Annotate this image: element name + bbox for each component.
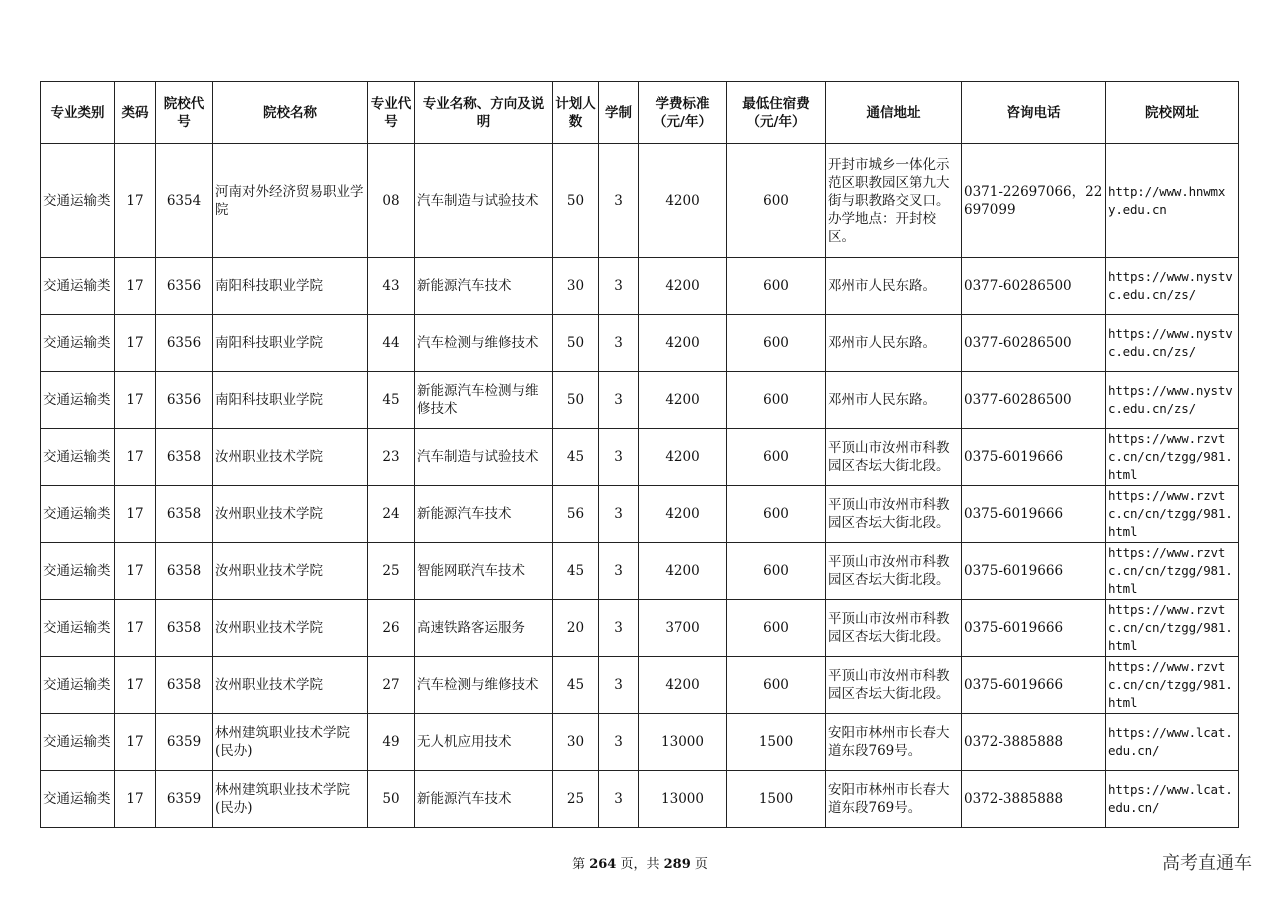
cell-tuition: 4200 — [639, 429, 727, 486]
cell-website[interactable]: http://www.hnwmxy.edu.cn — [1106, 144, 1239, 258]
cell-class-code: 17 — [115, 657, 156, 714]
cell-category: 交通运输类 — [41, 486, 115, 543]
cell-phone: 0377-60286500 — [962, 372, 1106, 429]
cell-lodging: 600 — [727, 372, 826, 429]
cell-phone: 0372-3885888 — [962, 771, 1106, 828]
cell-address: 邓州市人民东路。 — [826, 258, 962, 315]
cell-years: 3 — [599, 657, 639, 714]
cell-plan: 20 — [553, 600, 599, 657]
cell-tuition: 4200 — [639, 372, 727, 429]
footer-middle: 页，共 — [616, 857, 664, 872]
cell-major-name: 无人机应用技术 — [415, 714, 553, 771]
cell-plan: 56 — [553, 486, 599, 543]
cell-school-name: 南阳科技职业学院 — [213, 258, 368, 315]
cell-tuition: 13000 — [639, 714, 727, 771]
cell-phone: 0375-6019666 — [962, 486, 1106, 543]
cell-address: 开封市城乡一体化示范区职教园区第九大街与职教路交叉口。办学地点：开封校区。 — [826, 144, 962, 258]
cell-lodging: 600 — [727, 429, 826, 486]
cell-tuition: 4200 — [639, 315, 727, 372]
cell-website[interactable]: https://www.rzvtc.cn/cn/tzgg/981.html — [1106, 600, 1239, 657]
cell-category: 交通运输类 — [41, 771, 115, 828]
header-website: 院校网址 — [1106, 82, 1239, 144]
cell-plan: 50 — [553, 144, 599, 258]
cell-class-code: 17 — [115, 258, 156, 315]
cell-tuition: 4200 — [639, 486, 727, 543]
cell-phone: 0375-6019666 — [962, 657, 1106, 714]
cell-tuition: 4200 — [639, 144, 727, 258]
cell-school-name: 汝州职业技术学院 — [213, 600, 368, 657]
cell-school-name: 南阳科技职业学院 — [213, 315, 368, 372]
footer-page-number: 264 — [589, 857, 617, 872]
brand-label: 高考直通车 — [1162, 853, 1252, 874]
cell-major-name: 智能网联汽车技术 — [415, 543, 553, 600]
header-lodging: 最低住宿费（元/年） — [727, 82, 826, 144]
table-row — [41, 771, 1239, 828]
table-row — [41, 315, 1239, 372]
cell-school-name: 林州建筑职业技术学院(民办) — [213, 714, 368, 771]
cell-address: 安阳市林州市长春大道东段769号。 — [826, 771, 962, 828]
cell-major-code: 23 — [368, 429, 415, 486]
cell-major-code: 43 — [368, 258, 415, 315]
cell-class-code: 17 — [115, 771, 156, 828]
cell-major-name: 汽车制造与试验技术 — [415, 429, 553, 486]
cell-class-code: 17 — [115, 315, 156, 372]
footer-suffix: 页 — [690, 857, 708, 872]
table-row — [41, 714, 1239, 771]
cell-lodging: 600 — [727, 258, 826, 315]
cell-years: 3 — [599, 771, 639, 828]
cell-website[interactable]: https://www.nystvc.edu.cn/zs/ — [1106, 372, 1239, 429]
cell-lodging: 600 — [727, 657, 826, 714]
table-row — [41, 486, 1239, 543]
header-class-code: 类码 — [115, 82, 156, 144]
cell-class-code: 17 — [115, 144, 156, 258]
table-row — [41, 258, 1239, 315]
table-row — [41, 372, 1239, 429]
page-footer — [0, 853, 1280, 872]
header-school-name: 院校名称 — [213, 82, 368, 144]
cell-lodging: 1500 — [727, 771, 826, 828]
cell-lodging: 600 — [727, 600, 826, 657]
cell-class-code: 17 — [115, 714, 156, 771]
cell-category: 交通运输类 — [41, 258, 115, 315]
cell-plan: 45 — [553, 657, 599, 714]
cell-website[interactable]: https://www.rzvtc.cn/cn/tzgg/981.html — [1106, 543, 1239, 600]
cell-website[interactable]: https://www.rzvtc.cn/cn/tzgg/981.html — [1106, 429, 1239, 486]
cell-category: 交通运输类 — [41, 144, 115, 258]
cell-plan: 45 — [553, 429, 599, 486]
cell-class-code: 17 — [115, 543, 156, 600]
cell-category: 交通运输类 — [41, 600, 115, 657]
cell-major-code: 45 — [368, 372, 415, 429]
cell-school-code: 6356 — [156, 372, 213, 429]
header-major-name: 专业名称、方向及说明 — [415, 82, 553, 144]
cell-category: 交通运输类 — [41, 657, 115, 714]
cell-tuition: 4200 — [639, 657, 727, 714]
table-row — [41, 543, 1239, 600]
cell-school-code: 6356 — [156, 315, 213, 372]
cell-lodging: 1500 — [727, 714, 826, 771]
cell-website[interactable]: https://www.nystvc.edu.cn/zs/ — [1106, 315, 1239, 372]
cell-address: 平顶山市汝州市科教园区杏坛大街北段。 — [826, 543, 962, 600]
cell-major-name: 新能源汽车技术 — [415, 771, 553, 828]
cell-tuition: 3700 — [639, 600, 727, 657]
cell-phone: 0375-6019666 — [962, 600, 1106, 657]
cell-address: 邓州市人民东路。 — [826, 372, 962, 429]
header-tuition: 学费标准（元/年） — [639, 82, 727, 144]
cell-school-name: 林州建筑职业技术学院(民办) — [213, 771, 368, 828]
header-row — [41, 82, 1239, 144]
cell-address: 平顶山市汝州市科教园区杏坛大街北段。 — [826, 486, 962, 543]
cell-school-code: 6358 — [156, 486, 213, 543]
cell-phone: 0375-6019666 — [962, 543, 1106, 600]
header-address: 通信地址 — [826, 82, 962, 144]
footer-page-total: 289 — [663, 857, 691, 872]
cell-years: 3 — [599, 486, 639, 543]
cell-school-code: 6358 — [156, 600, 213, 657]
cell-category: 交通运输类 — [41, 315, 115, 372]
cell-school-name: 汝州职业技术学院 — [213, 657, 368, 714]
header-school-code: 院校代号 — [156, 82, 213, 144]
cell-tuition: 4200 — [639, 543, 727, 600]
cell-major-code: 26 — [368, 600, 415, 657]
header-years: 学制 — [599, 82, 639, 144]
cell-major-name: 新能源汽车技术 — [415, 258, 553, 315]
header-plan: 计划人数 — [553, 82, 599, 144]
cell-address: 平顶山市汝州市科教园区杏坛大街北段。 — [826, 429, 962, 486]
cell-tuition: 13000 — [639, 771, 727, 828]
cell-lodging: 600 — [727, 543, 826, 600]
cell-plan: 25 — [553, 771, 599, 828]
cell-lodging: 600 — [727, 486, 826, 543]
cell-major-code: 50 — [368, 771, 415, 828]
cell-years: 3 — [599, 144, 639, 258]
cell-category: 交通运输类 — [41, 714, 115, 771]
cell-address: 平顶山市汝州市科教园区杏坛大街北段。 — [826, 657, 962, 714]
cell-plan: 50 — [553, 315, 599, 372]
cell-phone: 0377-60286500 — [962, 258, 1106, 315]
cell-school-code: 6358 — [156, 657, 213, 714]
cell-class-code: 17 — [115, 600, 156, 657]
cell-phone: 0375-6019666 — [962, 429, 1106, 486]
cell-years: 3 — [599, 714, 639, 771]
cell-phone: 0371-22697066，22697099 — [962, 144, 1106, 258]
cell-years: 3 — [599, 429, 639, 486]
cell-class-code: 17 — [115, 486, 156, 543]
cell-major-code: 25 — [368, 543, 415, 600]
cell-major-name: 汽车检测与维修技术 — [415, 315, 553, 372]
cell-address: 安阳市林州市长春大道东段769号。 — [826, 714, 962, 771]
cell-years: 3 — [599, 258, 639, 315]
cell-lodging: 600 — [727, 315, 826, 372]
cell-category: 交通运输类 — [41, 429, 115, 486]
cell-school-name: 汝州职业技术学院 — [213, 543, 368, 600]
cell-plan: 50 — [553, 372, 599, 429]
cell-school-code: 6354 — [156, 144, 213, 258]
cell-school-code: 6359 — [156, 714, 213, 771]
cell-school-name: 南阳科技职业学院 — [213, 372, 368, 429]
cell-major-code: 08 — [368, 144, 415, 258]
cell-class-code: 17 — [115, 429, 156, 486]
cell-class-code: 17 — [115, 372, 156, 429]
cell-plan: 30 — [553, 714, 599, 771]
cell-major-name: 汽车检测与维修技术 — [415, 657, 553, 714]
cell-website[interactable]: https://www.nystvc.edu.cn/zs/ — [1106, 258, 1239, 315]
cell-lodging: 600 — [727, 144, 826, 258]
cell-school-code: 6356 — [156, 258, 213, 315]
cell-major-name: 高速铁路客运服务 — [415, 600, 553, 657]
header-category: 专业类别 — [41, 82, 115, 144]
cell-phone: 0372-3885888 — [962, 714, 1106, 771]
cell-major-name: 新能源汽车检测与维修技术 — [415, 372, 553, 429]
cell-years: 3 — [599, 600, 639, 657]
cell-phone: 0377-60286500 — [962, 315, 1106, 372]
cell-address: 邓州市人民东路。 — [826, 315, 962, 372]
admissions-table — [40, 81, 1239, 828]
cell-major-code: 24 — [368, 486, 415, 543]
cell-website[interactable]: https://www.rzvtc.cn/cn/tzgg/981.html — [1106, 657, 1239, 714]
cell-years: 3 — [599, 372, 639, 429]
table-row — [41, 144, 1239, 258]
footer-prefix: 第 — [572, 857, 590, 872]
cell-category: 交通运输类 — [41, 543, 115, 600]
table-row — [41, 600, 1239, 657]
cell-major-name: 新能源汽车技术 — [415, 486, 553, 543]
cell-major-code: 44 — [368, 315, 415, 372]
cell-school-code: 6358 — [156, 543, 213, 600]
cell-school-code: 6358 — [156, 429, 213, 486]
cell-years: 3 — [599, 315, 639, 372]
cell-school-code: 6359 — [156, 771, 213, 828]
cell-major-name: 汽车制造与试验技术 — [415, 144, 553, 258]
header-major-code: 专业代号 — [368, 82, 415, 144]
header-phone: 咨询电话 — [962, 82, 1106, 144]
cell-school-name: 汝州职业技术学院 — [213, 429, 368, 486]
cell-school-name: 汝州职业技术学院 — [213, 486, 368, 543]
cell-plan: 45 — [553, 543, 599, 600]
cell-major-code: 49 — [368, 714, 415, 771]
cell-years: 3 — [599, 543, 639, 600]
cell-tuition: 4200 — [639, 258, 727, 315]
table-row — [41, 657, 1239, 714]
table-row — [41, 429, 1239, 486]
cell-website[interactable]: https://www.rzvtc.cn/cn/tzgg/981.html — [1106, 486, 1239, 543]
cell-school-name: 河南对外经济贸易职业学院 — [213, 144, 368, 258]
cell-website[interactable]: https://www.lcat.edu.cn/ — [1106, 771, 1239, 828]
cell-address: 平顶山市汝州市科教园区杏坛大街北段。 — [826, 600, 962, 657]
cell-category: 交通运输类 — [41, 372, 115, 429]
cell-website[interactable]: https://www.lcat.edu.cn/ — [1106, 714, 1239, 771]
cell-plan: 30 — [553, 258, 599, 315]
cell-major-code: 27 — [368, 657, 415, 714]
